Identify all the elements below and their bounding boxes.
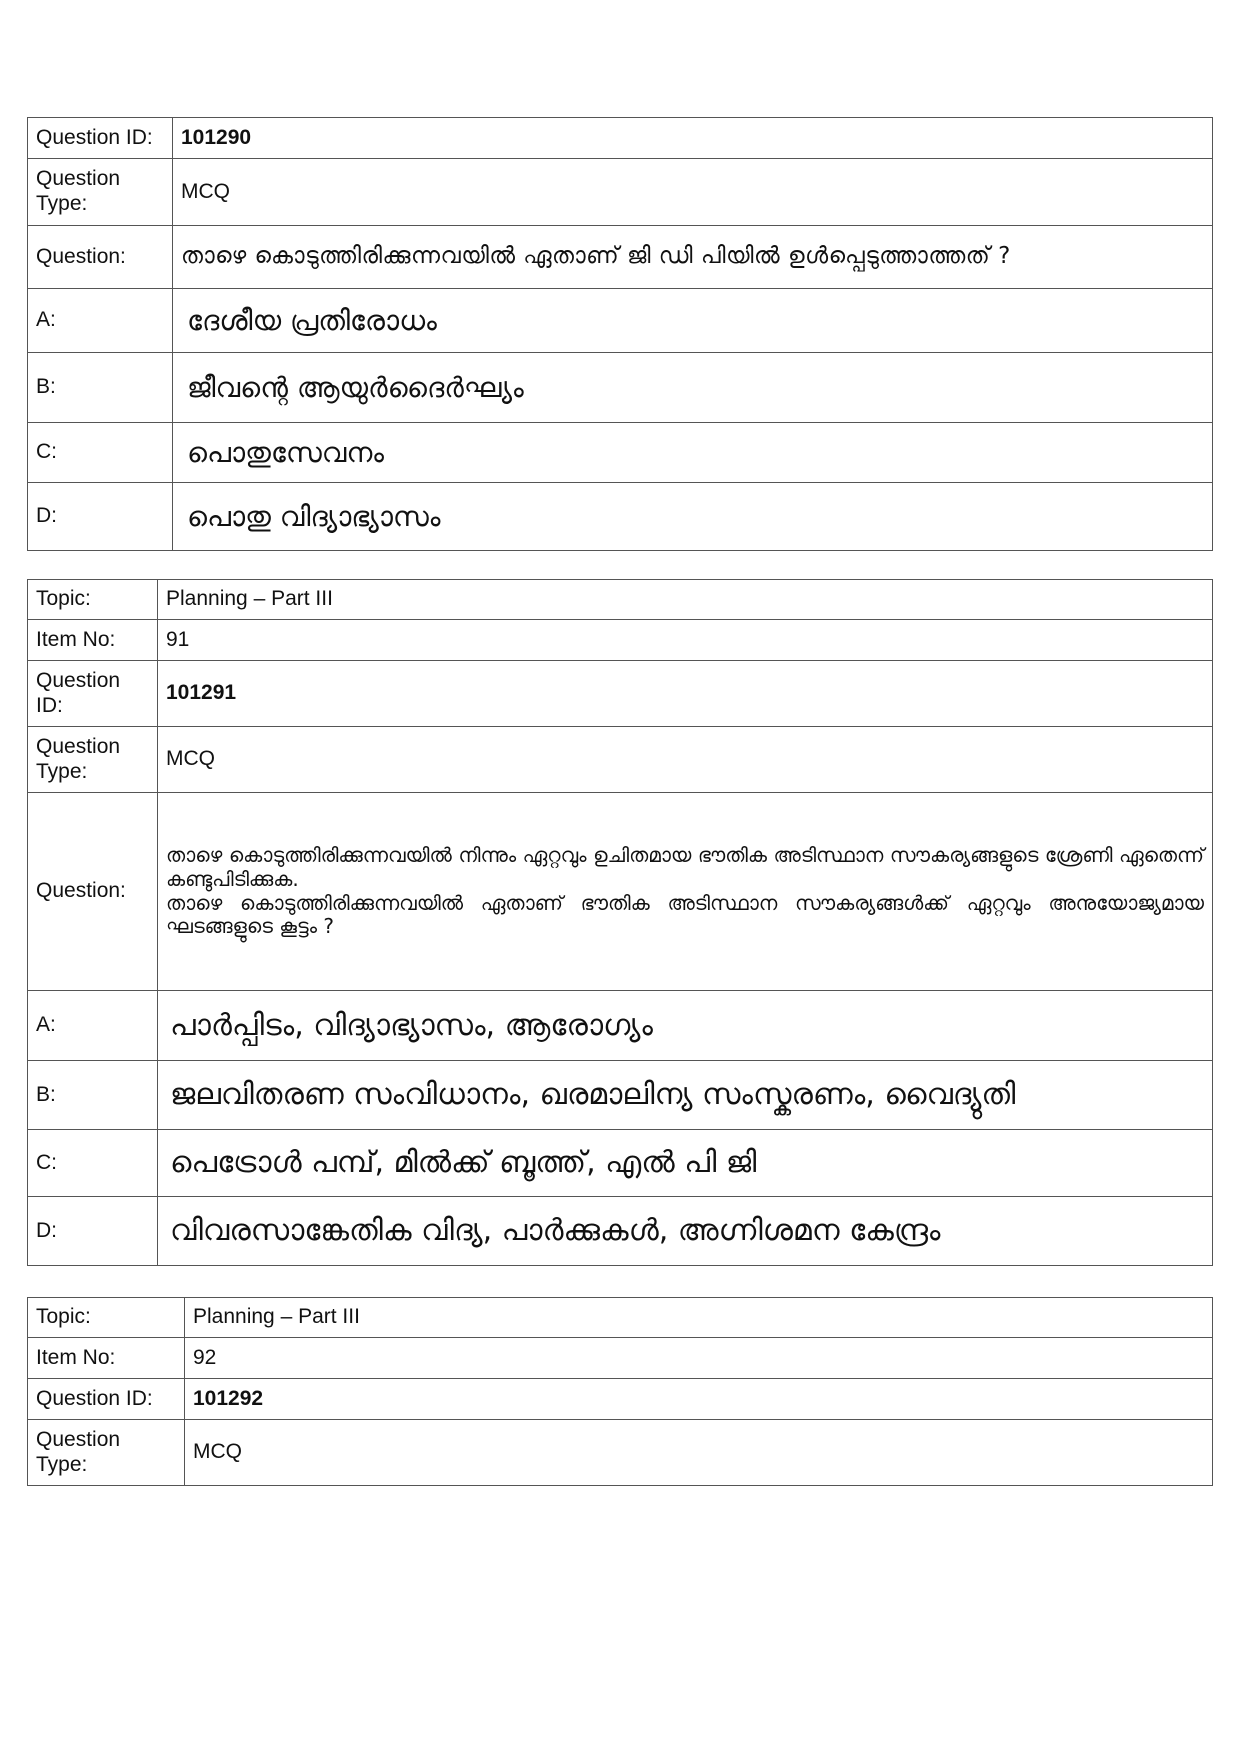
question-type-value: MCQ [158,727,1213,793]
question-type-label: Question Type: [28,159,173,226]
option-label: A: [28,289,173,353]
option-label: C: [28,423,173,483]
row-question-type [28,727,1213,793]
row-topic [28,1298,1213,1338]
item-no-value: 92 [185,1338,1213,1379]
topic-value: Planning – Part III [158,580,1213,620]
option-label: C: [28,1130,158,1197]
question-type-label: Question Type: [28,727,158,793]
option-text: പൊതുസേവനം [173,423,1213,483]
option-label: D: [28,1197,158,1266]
item-no-value: 91 [158,620,1213,661]
question-table-101292 [27,1297,1213,1486]
question-text [158,793,1213,991]
question-id-label: Question ID: [28,118,173,159]
option-text: ജീവന്റെ ആയുർദൈർഘ്യം [173,353,1213,423]
item-no-label: Item No: [28,1338,185,1379]
question-line-1: താഴെ കൊടുത്തിരിക്കുന്നവയിൽ നിന്നും ഏറ്റവും ഉചിതമായ ഭൗതിക അടിസ്ഥാന സൗകര്യങ്ങളുടെ ശ്രേണി ഏതെന്ന് കണ്ടുപിടിക്കുക. [166,843,1204,891]
question-table-101290 [27,117,1213,551]
option-label: A: [28,991,158,1061]
question-table-101291 [27,579,1213,1266]
option-text: പാർപ്പിടം, വിദ്യാഭ്യാസം, ആരോഗ്യം [158,991,1213,1061]
option-row-a [28,991,1213,1061]
option-text: പൊതു വിദ്യാഭ്യാസം [173,483,1213,551]
option-label: D: [28,483,173,551]
question-id-value: 101292 [185,1379,1213,1420]
row-question-type [28,1420,1213,1486]
question-id-value: 101291 [158,661,1213,727]
question-type-value: MCQ [185,1420,1213,1486]
question-label: Question: [28,226,173,289]
option-row-c [28,423,1213,483]
item-no-label: Item No: [28,620,158,661]
option-row-b [28,353,1213,423]
row-question [28,226,1213,289]
option-text: വിവരസാങ്കേതിക വിദ്യ, പാർക്കുകൾ, അഗ്നിശമന കേന്ദ്രം [158,1197,1213,1266]
option-row-c [28,1130,1213,1197]
option-label: B: [28,1061,158,1130]
option-row-b [28,1061,1213,1130]
option-text: പെട്രോൾ പമ്പ്, മിൽക്ക് ബൂത്ത്, എൽ പി ജി [158,1130,1213,1197]
topic-label: Topic: [28,580,158,620]
row-question [28,793,1213,991]
option-label: B: [28,353,173,423]
question-id-label: Question ID: [28,661,158,727]
row-question-id [28,1379,1213,1420]
topic-label: Topic: [28,1298,185,1338]
row-question-id [28,661,1213,727]
option-row-a [28,289,1213,353]
option-row-d [28,483,1213,551]
question-type-label: Question Type: [28,1420,185,1486]
question-text: താഴെ കൊടുത്തിരിക്കുന്നവയിൽ ഏതാണ് ജി ഡി പിയിൽ ഉൾപ്പെടുത്താത്തത് ? [173,226,1213,289]
option-text: ജലവിതരണ സംവിധാനം, ഖരമാലിന്യ സംസ്കരണം, വൈദ്യുതി [158,1061,1213,1130]
row-question-id [28,118,1213,159]
question-id-label: Question ID: [28,1379,185,1420]
topic-value: Planning – Part III [185,1298,1213,1338]
question-line-2: താഴെ കൊടുത്തിരിക്കുന്നവയിൽ ഏതാണ് ഭൗതിക അടിസ്ഥാന സൗകര്യങ്ങൾക്ക് ഏറ്റവും അനുയോജ്യമായ ഘടങ്ങളുടെ കൂട്ടം ? [166,890,1204,939]
question-label: Question: [28,793,158,991]
option-row-d [28,1197,1213,1266]
row-item-no [28,620,1213,661]
row-question-type [28,159,1213,226]
row-item-no [28,1338,1213,1379]
row-topic [28,580,1213,620]
option-text: ദേശീയ പ്രതിരോധം [173,289,1213,353]
question-type-value: MCQ [173,159,1213,226]
question-id-value: 101290 [173,118,1213,159]
